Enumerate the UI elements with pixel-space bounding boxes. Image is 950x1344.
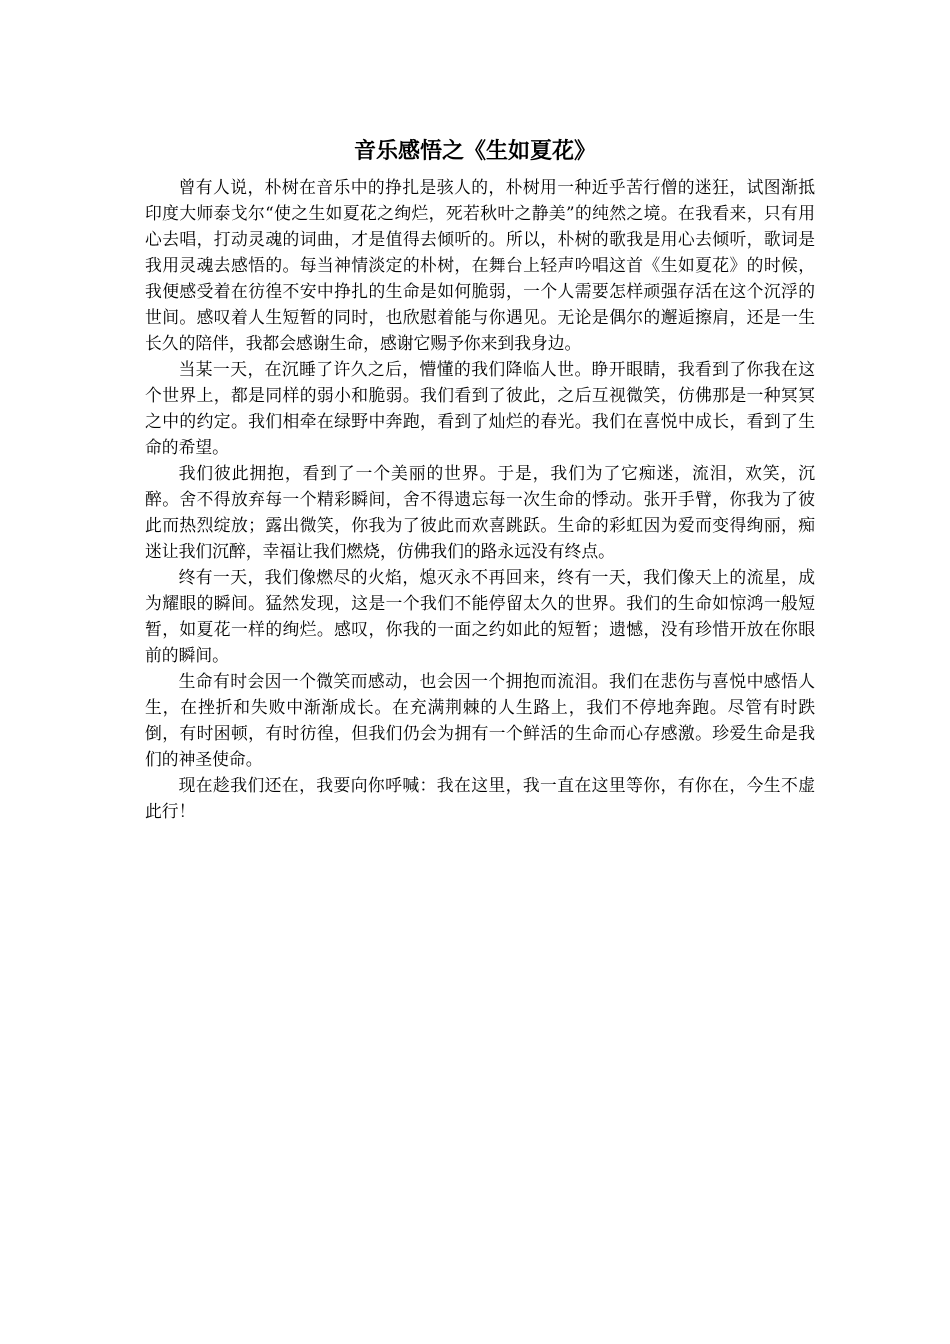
paragraph-1: 曾有人说，朴树在音乐中的挣扎是骇人的，朴树用一种近乎苦行僧的迷狂，试图渐抵印度大师泰戈尔“使之生如夏花之绚烂，死若秋叶之静美”的纯然之境。在我看来，只有用心去唱，打动灵魂的词曲，才是值得去倾听的。所以，朴树的歌我是用心去倾听，歌词是我用灵魂去感悟的。每当神情淡定的朴树，在舞台上轻声吟唱这首《生如夏花》的时候，我便感受着在彷徨不安中挣扎的生命是如何脆弱，一个人需要怎样顽强存活在这个沉浮的世间。感叹着人生短暂的同时，也欣慰着能与你遇见。无论是偶尔的邂逅擦肩，还是一生长久的陪伴，我都会感谢生命，感谢它赐予你来到我身边。 [145,177,815,353]
paragraph-2: 当某一天，在沉睡了许久之后，懵懂的我们降临人世。睁开眼睛，我看到了你我在这个世界上，都是同样的弱小和脆弱。我们看到了彼此，之后互视微笑，仿佛那是一种冥冥之中的约定。我们相牵在绿野中奔跑，看到了灿烂的春光。我们在喜悦中成长，看到了生命的希望。 [145,359,815,457]
paragraph-4: 终有一天，我们像燃尽的火焰，熄灭永不再回来，终有一天，我们像天上的流星，成为耀眼的瞬间。猛然发现，这是一个我们不能停留太久的世界。我们的生命如惊鸿一般短暂，如夏花一样的绚烂。感叹，你我的一面之约如此的短暂；遗憾，没有珍惜开放在你眼前的瞬间。 [145,567,815,665]
document-title: 音乐感悟之《生如夏花》 [353,139,596,164]
paragraph-6: 现在趁我们还在，我要向你呼喊：我在这里，我一直在这里等你，有你在，今生不虚此行！ [145,775,815,821]
document-body [145,174,815,824]
paragraph-3: 我们彼此拥抱，看到了一个美丽的世界。于是，我们为了它痴迷，流泪，欢笑，沉醉。舍不得放弃每一个精彩瞬间，舍不得遗忘每一次生命的悸动。张开手臂，你我为了彼此而热烈绽放；露出微笑，你我为了彼此而欢喜跳跃。生命的彩虹因为爱而变得绚丽，痴迷让我们沉醉，幸福让我们燃烧，仿佛我们的路永远没有终点。 [145,463,815,561]
paragraph-5: 生命有时会因一个微笑而感动，也会因一个拥抱而流泪。我们在悲伤与喜悦中感悟人生，在挫折和失败中渐渐成长。在充满荆棘的人生路上，我们不停地奔跑。尽管有时跌倒，有时困顿，有时彷徨，但我们仍会为拥有一个鲜活的生命而心存感激。珍爱生命是我们的神圣使命。 [145,671,815,769]
